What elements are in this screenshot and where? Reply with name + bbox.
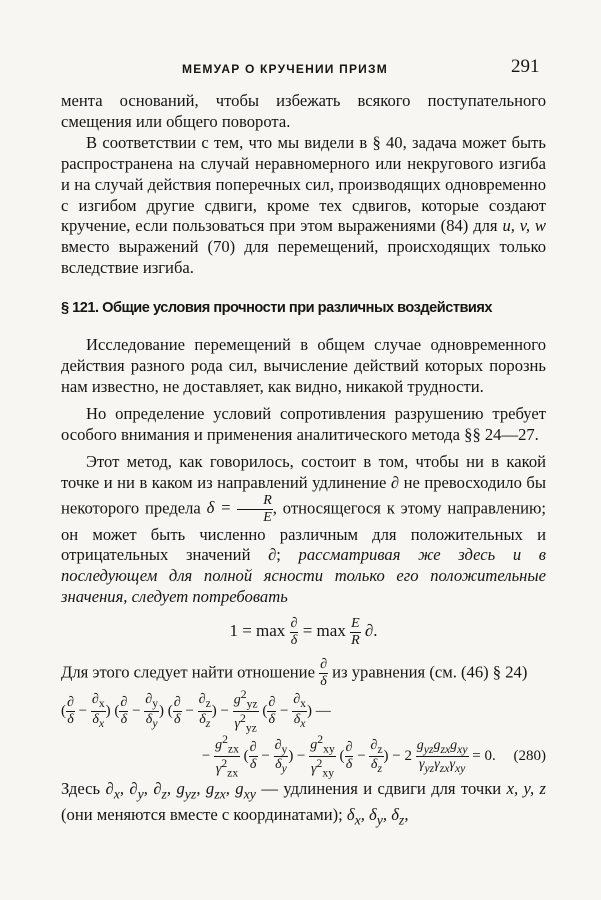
paragraph-6-text-a: Для этого следует найти отношение	[61, 662, 320, 682]
paragraph-7: Здесь $\partial_x$, $\partial_y$, $\partial_z$, $g_{yz}$, $g_{zx}$, $g_{xy}$ — удлинения и сдвиги для точки x, y, z (они меняются вместе с координатами); $\delta_x$, $\delta_y$, $\delta_z$,	[61, 779, 547, 828]
equation-number: (280)	[513, 748, 546, 765]
ratio-fraction: $\frac{\partial}{\delta}$	[320, 656, 327, 689]
paragraph-2-vars: u, v, w	[502, 216, 546, 236]
page-header	[0, 56, 601, 80]
paragraph-5-text-b: , относящегося к этому направлению; он может быть численно различным для положительных и отрицательных значений ∂;	[61, 497, 547, 565]
paragraph-5-italic: рассматривая же здесь и в последующем для полной ясности только его положительные значения, следует потребовать	[61, 545, 546, 607]
paragraph-7-xyz: x, y, z	[506, 779, 547, 799]
equation-max: 1 = max $\frac{\partial}{\delta}$ = max $\frac{E}{R}$ ∂.	[229, 615, 378, 648]
delta-list: $\delta_x$, $\delta_y$, $\delta_z$,	[346, 805, 409, 828]
delta-equation: δ = $\frac{R}{E}$	[206, 492, 272, 525]
paragraph-2	[61, 133, 546, 279]
paragraph-5-text-a: Этот метод, как говорилось, состоит в том, чтобы ни в какой точке и ни в каком из направлений удлинение ∂ не превосходило бы некоторого предела	[61, 451, 546, 517]
page-body	[61, 91, 546, 832]
paragraph-2-text-b: вместо выражений (70) для перемещений, происходящих только вследствие изгиба.	[61, 237, 546, 278]
paragraph-7-text-c: (они меняются вместе с координатами);	[61, 805, 347, 825]
paragraph-7-text-b: — удлинения и сдвиги для точки	[255, 779, 507, 799]
paragraph-3: Исследование перемещений в общем случае одновременного действия разного рода сил, вычисление действий которых порознь нам известно, не доставляет, как видно, никакой трудности.	[61, 335, 546, 396]
paragraph-5	[61, 452, 546, 608]
paragraph-1: мента оснований, чтобы избежать всякого поступательного смещения или общего поворота.	[61, 91, 546, 131]
page-number: 291	[511, 56, 540, 77]
paragraph-4: Но определение условий сопротивления разрушению требует особого внимания и применения аналитического метода §§ 24—27.	[61, 403, 546, 444]
strain-list: $\partial_x$, $\partial_y$, $\partial_z$, $g_{yz}$, $g_{zx}$, $g_{xy}$	[105, 779, 256, 802]
section-heading: § 121. Общие условия прочности при различных воздействиях	[61, 300, 493, 317]
equation-280-line-1: ( $\frac{\partial}{\delta}$ − $\frac{\partial_x}{\delta_x}$ ) ( $\frac{\partial}{\delta}$ − $\frac{\partial_y}{\delta_y}$ ) ( $\frac{\partial}{\delta}$ − $\frac{\partial_z}{\delta_z}$ ) − $\frac{g^2_{yz}}{\gamma^2_{yz}}$ ( $\frac{\partial}{\delta}$ − $\frac{\partial_x}{\delta_x}$ ) —	[61, 687, 331, 735]
equation-280-line-2: − $\frac{g^2_{zx}}{\gamma^2_{zx}}$ ( $\frac{\partial}{\delta}$ − $\frac{\partial_y}{\delta_y}$ ) − $\frac{g^2_{xy}}{\gamma^2_{xy}}$ ( $\frac{\partial}{\delta}$ − $\frac{\partial_z}{\delta_z}$ ) − 2 $\frac{g_{yz}g_{zx}g_{xy}}{\gamma_{yz}\gamma_{zx}\gamma_{xy}}$ = 0. (280)	[201, 732, 546, 780]
paragraph-2-text-a: В соответствии с тем, что мы видели в § 40, задача может быть распространена на случай неравномерного или некругового изгиба и на случай действия поперечных сил, производящих одновременно с изгибом другие сдвиги, кроме тех сдвигов, которые создают кручение, если пользоваться при этом выражениями (84) для	[61, 132, 546, 236]
paragraph-6	[61, 658, 546, 689]
running-title: МЕМУАР О КРУЧЕНИИ ПРИЗМ	[182, 62, 388, 76]
paragraph-6-text-b: из уравнения (см. (46) § 24)	[328, 662, 528, 682]
